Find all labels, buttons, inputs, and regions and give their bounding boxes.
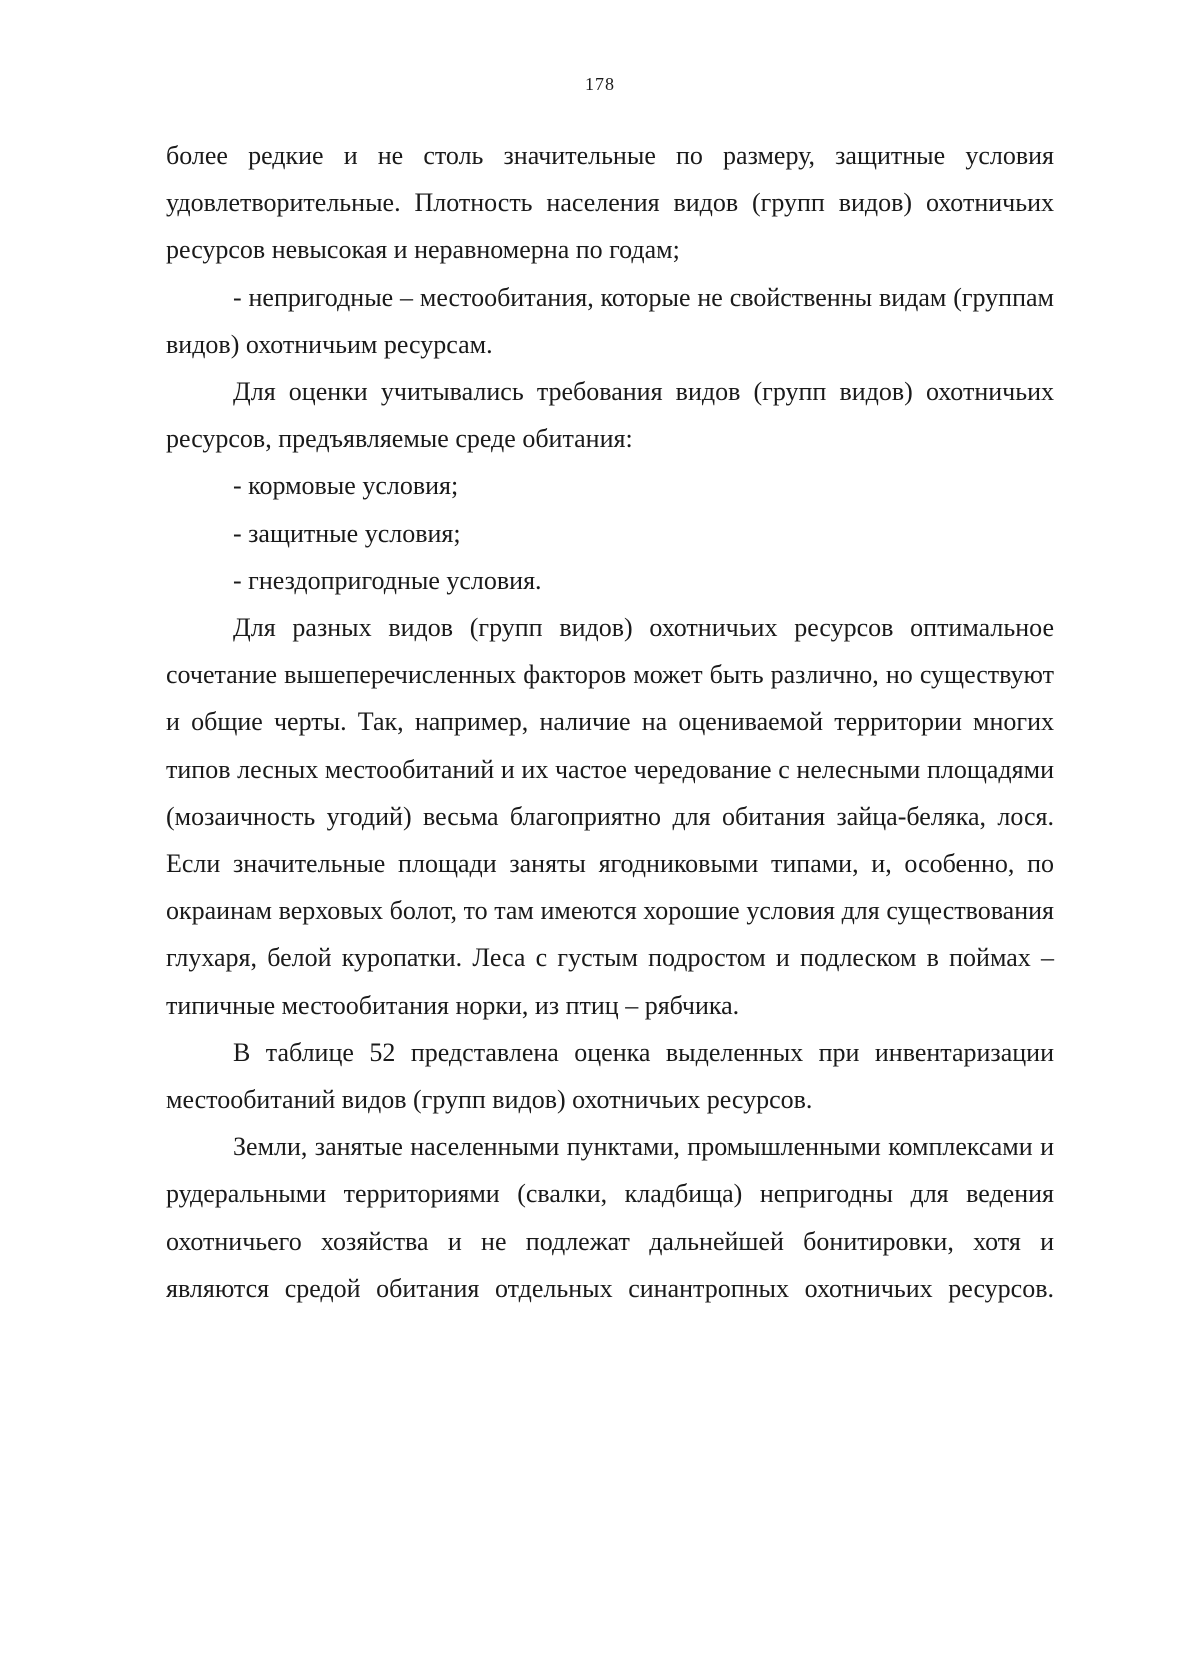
paragraph-unsuitable-item: - непригодные – местообитания, которые не свойственны видам (группам видов) охотничьим ресурсам.	[166, 282, 1054, 359]
paragraph-lands: Земли, занятые населенными пунктами, промышленными комплексами и рудеральными территориями (свалки, кладбища) непригодны для ведения охотничьего хозяйства и не подлежат дальнейшей бонитировки, хотя и являются средой обитания отдельных синантропных охотничьих ресурсов.	[166, 1132, 1054, 1303]
body-text	[166, 132, 1054, 1312]
page-number: 178	[585, 74, 615, 94]
paragraph-assessment-intro: Для оценки учитывались требования видов (групп видов) охотничьих ресурсов, предъявляемые среде обитания:	[166, 377, 1054, 454]
paragraph-continuation: более редкие и не столь значительные по размеру, защитные условия удовлетворительные. Плотность населения видов (групп видов) охотничьих ресурсов невысокая и неравномерна по годам;	[166, 141, 1054, 265]
list-item-feeding: - кормовые условия;	[233, 471, 459, 501]
paragraph-factors: Для разных видов (групп видов) охотничьих ресурсов оптимальное сочетание вышеперечисленных факторов может быть различно, но существуют и общие черты. Так, например, наличие на оцениваемой территории многих типов лесных местообитаний и их частое чередование с нелесными площадями (мозаичность угодий) весьма благоприятно для обитания зайца-беляка, лося. Если значительные площади заняты ягодниковыми типами, и, особенно, по окраинам верховых болот, то там имеются хорошие условия для существования глухаря, белой куропатки. Леса с густым подростом и подлеском в поймах – типичные местообитания норки, из птиц – рябчика.	[166, 613, 1054, 1020]
list-item-nesting: - гнездопригодные условия.	[233, 565, 542, 595]
paragraph-table-reference: В таблице 52 представлена оценка выделенных при инвентаризации местообитаний видов (групп видов) охотничьих ресурсов.	[166, 1037, 1054, 1115]
list-item-protective: - защитные условия;	[233, 518, 461, 548]
